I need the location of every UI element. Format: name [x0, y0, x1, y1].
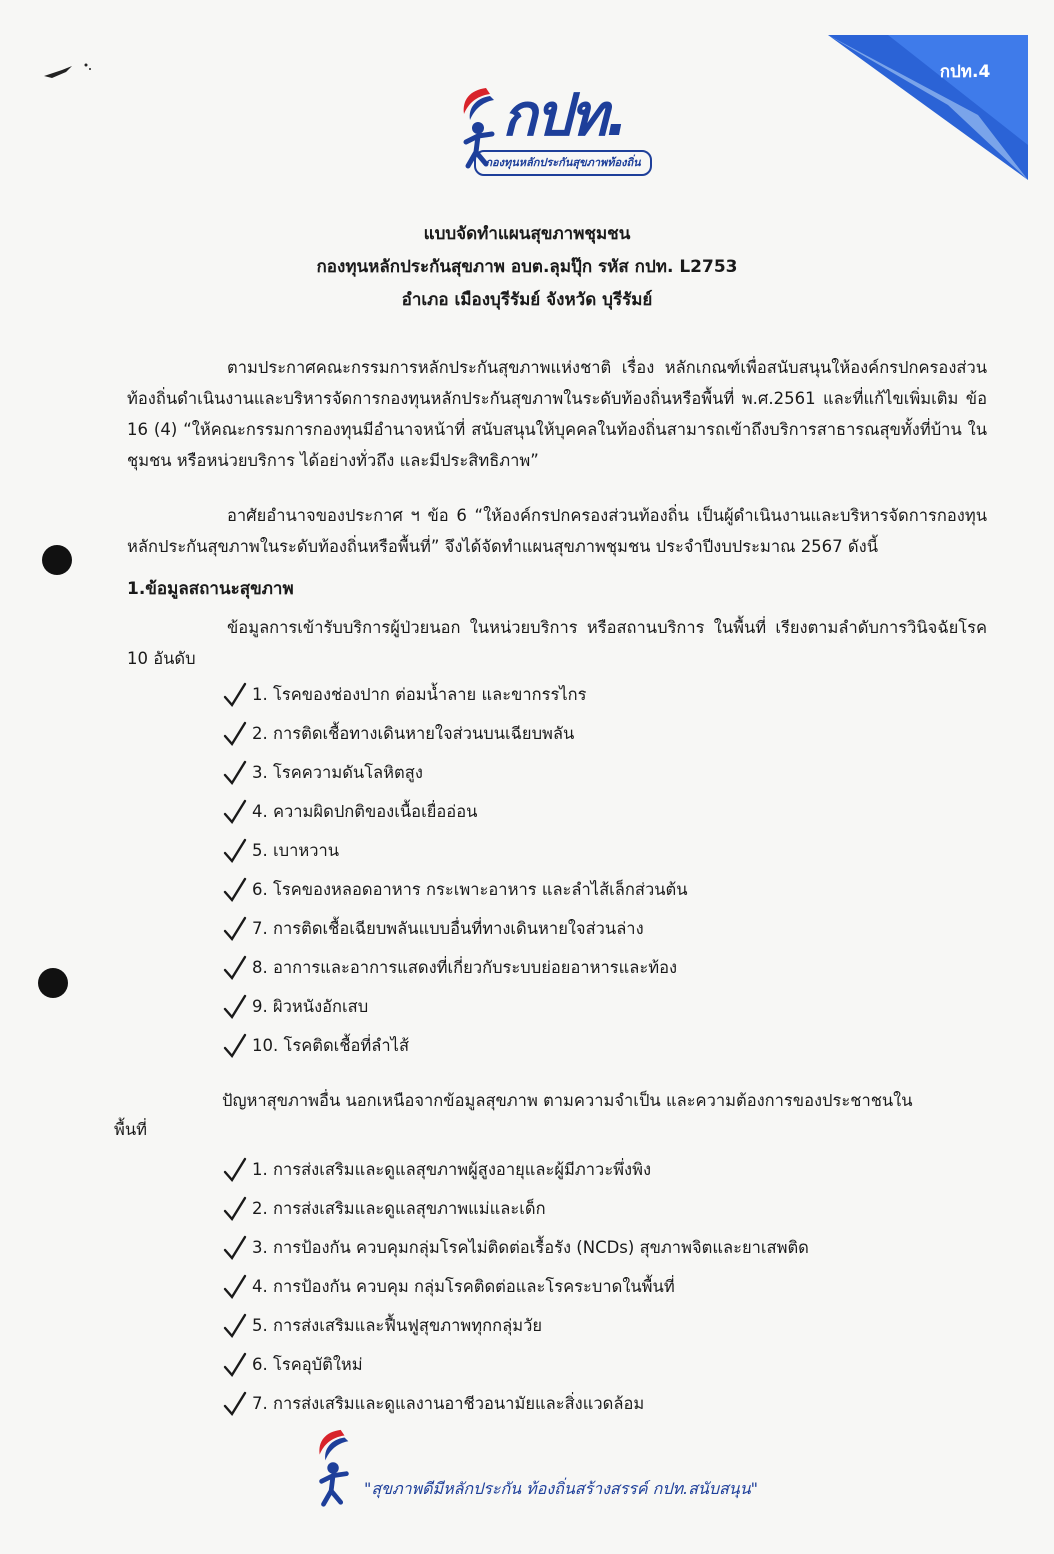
list-item: [222, 753, 688, 792]
disease-list: [222, 675, 688, 1065]
list-item: [222, 1026, 688, 1065]
list-item: [222, 948, 688, 987]
checkmark-icon: [222, 1195, 248, 1223]
list-item-text: 3. การป้องกัน ควบคุมกลุ่มโรคไม่ติดต่อเรื้อรัง (NCDs) สุขภาพจิตและยาเสพติด: [252, 1237, 809, 1257]
footer-person-icon: [312, 1426, 356, 1508]
checkmark-icon: [222, 681, 248, 709]
checkmark-icon: [222, 720, 248, 748]
paragraph: [127, 612, 987, 674]
list-item: [222, 1306, 809, 1345]
corner-ribbon: [828, 35, 1028, 180]
list-item: [222, 675, 688, 714]
list-item: [222, 1267, 809, 1306]
list-item: [222, 1384, 809, 1423]
scan-artifact-mark: [42, 62, 94, 82]
logo-wordmark: กปท.: [502, 81, 627, 149]
list-item-text: 1. การส่งเสริมและดูแลสุขภาพผู้สูงอายุและผู้มีภาวะพึ่งพิง: [252, 1159, 652, 1179]
list-item-text: 7. การติดเชื้อเฉียบพลันแบบอื่นที่ทางเดินหายใจส่วนล่าง: [252, 918, 644, 938]
checkmark-icon: [222, 1312, 248, 1340]
list-item: [222, 909, 688, 948]
list-item-text: 10. โรคติดเชื้อที่ลำไส้: [252, 1035, 410, 1055]
paragraph: [127, 500, 987, 562]
paragraph: [127, 352, 987, 476]
list-item: [222, 831, 688, 870]
list-item-text: 4. การป้องกัน ควบคุม กลุ่มโรคติดต่อและโรคระบาดในพื้นที่: [252, 1276, 675, 1296]
section-heading: 1.ข้อมูลสถานะสุขภาพ: [127, 579, 294, 599]
list-item: [222, 870, 688, 909]
paragraph-text: พื้นที่: [114, 1120, 148, 1139]
list-item: [222, 1150, 809, 1189]
checkmark-icon: [222, 876, 248, 904]
checkmark-icon: [222, 837, 248, 865]
list-item-text: 9. ผิวหนังอักเสบ: [252, 996, 369, 1016]
fund-logo: [456, 80, 656, 182]
list-item: [222, 792, 688, 831]
paragraph-text: อาศัยอำนาจของประกาศ ฯ ข้อ 6 “ให้องค์กรปกครองส่วนท้องถิ่น เป็นผู้ดำเนินงานและบริหารจัดการกองทุนหลักประกันสุขภาพในระดับท้องถิ่นหรือพื้นที่” จึงได้จัดทำแผนสุขภาพชุมชน ประจำปีงบประมาณ 2567 ดังนี้: [127, 506, 987, 556]
checkmark-icon: [222, 798, 248, 826]
health-issue-list: [222, 1150, 809, 1423]
footer-slogan: "สุขภาพดีมีหลักประกัน ท้องถิ่นสร้างสรรค์ กปท.สนับสนุน": [364, 1479, 758, 1498]
list-item: [222, 1189, 809, 1228]
checkmark-icon: [222, 1234, 248, 1262]
paragraph-text: ตามประกาศคณะกรรมการหลักประกันสุขภาพแห่งชาติ เรื่อง หลักเกณฑ์เพื่อสนับสนุนให้องค์กรปกครองส่วนท้องถิ่นดำเนินงานและบริหารจัดการกองทุนหลักประกันสุขภาพในระดับท้องถิ่นหรือพื้นที่ พ.ศ.2561 และที่แก้ไขเพิ่มเติม ข้อ 16 (4) “ให้คณะกรรมการกองทุนมีอำนาจหน้าที่ สนับสนุนให้บุคคลในท้องถิ่นสามารถเข้าถึงบริการสาธารณสุขทั้งที่บ้าน ในชุมชน หรือหน่วยบริการ ได้อย่างทั่วถึง และมีประสิทธิภาพ”: [127, 358, 987, 470]
checkmark-icon: [222, 759, 248, 787]
list-item-text: 1. โรคของช่องปาก ต่อมน้ำลาย และขากรรไกร: [252, 684, 587, 704]
logo-subtitle: กองทุนหลักประกันสุขภาพท้องถิ่น: [474, 150, 652, 176]
list-item-text: 5. การส่งเสริมและฟื้นฟูสุขภาพทุกกลุ่มวัย: [252, 1315, 543, 1335]
title-line: แบบจัดทำแผนสุขภาพชุมชน: [423, 224, 631, 244]
list-item-text: 7. การส่งเสริมและดูแลงานอาชีวอนามัยและสิ่งแวดล้อม: [252, 1393, 645, 1413]
checkmark-icon: [222, 993, 248, 1021]
checkmark-icon: [222, 915, 248, 943]
paragraph-text: ข้อมูลการเข้ารับบริการผู้ป่วยนอก ในหน่วยบริการ หรือสถานบริการ ในพื้นที่ เรียงตามลำดับการวินิจฉัยโรค 10 อันดับ: [127, 618, 987, 668]
list-item: [222, 714, 688, 753]
document-title: [0, 218, 1054, 317]
paragraph-text: ปัญหาสุขภาพอื่น นอกเหนือจากข้อมูลสุขภาพ ตามความจำเป็น และความต้องการของประชาชนใน: [222, 1091, 913, 1110]
punch-hole: [42, 545, 72, 575]
list-item: [222, 1228, 809, 1267]
checkmark-icon: [222, 1032, 248, 1060]
list-item-text: 2. การส่งเสริมและดูแลสุขภาพแม่และเด็ก: [252, 1198, 546, 1218]
checkmark-icon: [222, 1390, 248, 1418]
list-item: [222, 987, 688, 1026]
list-item-text: 4. ความผิดปกติของเนื้อเยื่ออ่อน: [252, 801, 478, 821]
list-item-text: 6. โรคอุบัติใหม่: [252, 1354, 363, 1374]
title-line: กองทุนหลักประกันสุขภาพ อบต.ลุมปุ๊ก รหัส กปท. L2753: [316, 257, 738, 277]
checkmark-icon: [222, 1273, 248, 1301]
title-line: อำเภอ เมืองบุรีรัมย์ จังหวัด บุรีรัมย์: [401, 290, 653, 310]
checkmark-icon: [222, 1351, 248, 1379]
list-item-text: 2. การติดเชื้อทางเดินหายใจส่วนบนเฉียบพลัน: [252, 723, 575, 743]
punch-hole: [38, 968, 68, 998]
form-code-label: กปท.4: [939, 62, 991, 82]
list-item-text: 5. เบาหวาน: [252, 840, 340, 860]
list-item-text: 6. โรคของหลอดอาหาร กระเพาะอาหาร และลำไส้เล็กส่วนต้น: [252, 879, 688, 899]
checkmark-icon: [222, 1156, 248, 1184]
list-item-text: 3. โรคความดันโลหิตสูง: [252, 762, 423, 782]
checkmark-icon: [222, 954, 248, 982]
list-item: [222, 1345, 809, 1384]
list-item-text: 8. อาการและอาการแสดงที่เกี่ยวกับระบบย่อยอาหารและท้อง: [252, 957, 678, 977]
